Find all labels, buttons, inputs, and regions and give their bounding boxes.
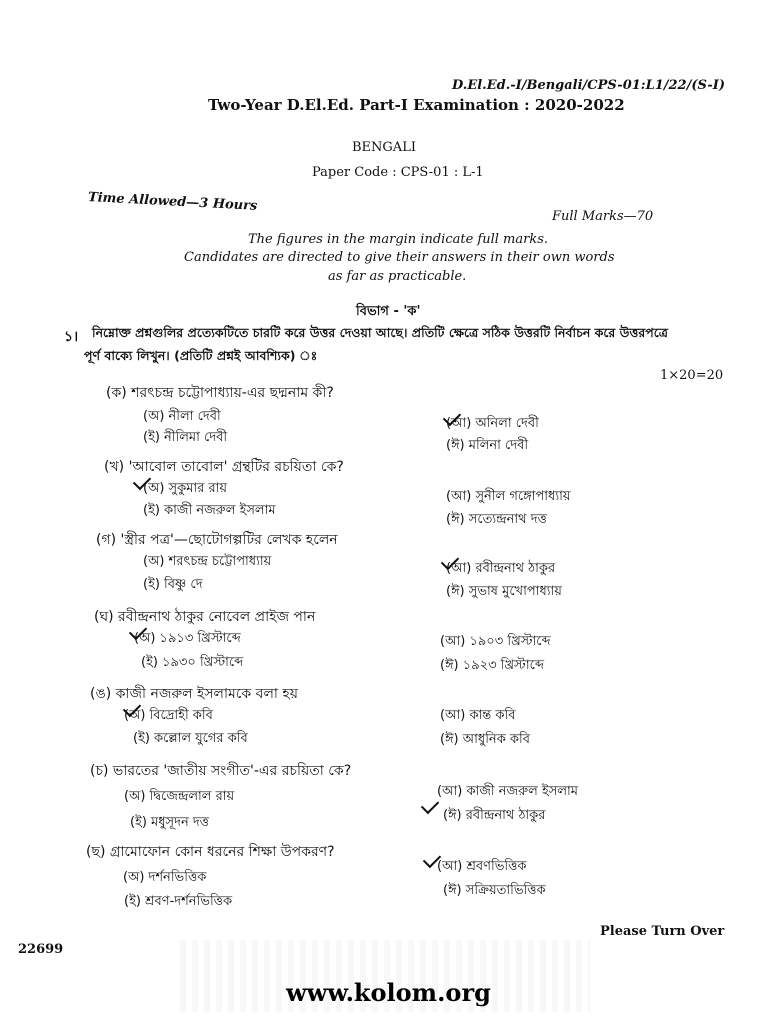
instruction-line-3: as far as practicable.: [328, 269, 467, 284]
paper-code: Paper Code : CPS-01 : L-1: [312, 165, 484, 180]
option-cha-c: (ই) মধুসূদন দত্ত: [130, 815, 209, 830]
option-ga-d: (ঈ) সুভাষ মুখোপাধ্যায়: [446, 584, 562, 599]
question-chha: (ছ) গ্রামোফোন কোন ধরনের শিক্ষা উপকরণ?: [86, 844, 335, 860]
question-ga: (গ) 'স্ত্রীর পত্র'—ছোটোগল্পটির লেখক হলেন: [96, 532, 338, 548]
instruction-line-2: Candidates are directed to give their answers in their own words: [184, 250, 615, 265]
option-gha-b: (আ) ১৯০৩ খ্রিস্টাব্দে: [440, 634, 551, 649]
option-umo-c: (ই) কল্লোল যুগের কবি: [133, 731, 248, 746]
option-ka-a: (অ) নীলা দেবী: [143, 409, 221, 424]
option-ka-d: (ঈ) মলিনা দেবী: [446, 438, 529, 453]
option-chha-a: (অ) দর্শনভিত্তিক: [123, 870, 207, 885]
option-cha-b: (আ) কাজী নজরুল ইসলাম: [437, 784, 578, 799]
option-chha-d: (ঈ) সক্রিয়তাভিত্তিক: [443, 883, 546, 898]
question-ka: (ক) শরৎচন্দ্র চট্টোপাধ্যায়-এর ছদ্মনাম কী?: [106, 385, 334, 401]
time-allowed: Time Allowed—3 Hours: [87, 190, 258, 214]
full-marks: Full Marks—70: [552, 209, 654, 224]
option-kha-b: (আ) সুনীল গঙ্গোপাধ্যায়: [446, 489, 571, 504]
option-ga-b: (আ) রবীন্দ্রনাথ ঠাকুর: [446, 561, 556, 576]
option-umo-b: (আ) কান্ত কবি: [440, 708, 516, 723]
option-chha-b: (আ) শ্রবণভিত্তিক: [437, 859, 527, 874]
subject-title: BENGALI: [352, 140, 416, 155]
question-umo: (ঙ) কাজী নজরুল ইসলামকে বলা হয়: [90, 686, 298, 702]
exam-title: Two-Year D.El.Ed. Part-I Examination : 2020-2022: [208, 96, 625, 114]
option-cha-a: (অ) দ্বিজেন্দ্রলাল রায়: [124, 789, 235, 804]
q1-number: ১।: [64, 329, 79, 345]
question-kha: (খ) 'আবোল তাবোল' গ্রন্থটির রচয়িতা কে?: [104, 459, 344, 475]
option-ka-c: (ই) নীলিমা দেবী: [143, 430, 228, 445]
option-umo-a: (অ) বিদ্রোহী কবি: [124, 708, 213, 723]
page-id: 22699: [18, 942, 64, 957]
option-ga-c: (ই) বিষ্ণু দে: [143, 577, 203, 592]
q1-instruction-line-1: নিম্নোক্ত প্রশ্নগুলির প্রত্যেকটিতে চারটি করে উত্তর দেওয়া আছে। প্রতিটি ক্ষেত্রে সঠিক উত্তরটি নির্বাচন করে উত্তরপত্রে: [92, 325, 668, 340]
instruction-line-1: The figures in the margin indicate full marks.: [248, 232, 549, 247]
please-turn-over: Please Turn Over: [600, 924, 725, 939]
option-ka-b: (আ) অনিলা দেবী: [446, 416, 539, 431]
website-watermark: www.kolom.org: [286, 978, 491, 1007]
option-umo-d: (ঈ) আধুনিক কবি: [440, 732, 530, 747]
option-chha-c: (ই) শ্রবণ-দর্শনভিত্তিক: [124, 894, 233, 909]
question-gha: (ঘ) রবীন্দ্রনাথ ঠাকুর নোবেল প্রাইজ পান: [94, 609, 316, 625]
option-kha-d: (ঈ) সত্যেন্দ্রনাথ দত্ত: [446, 512, 547, 527]
q1-marks: 1×20=20: [660, 368, 724, 383]
option-cha-d: (ঈ) রবীন্দ্রনাথ ঠাকুর: [443, 808, 546, 823]
question-cha: (চ) ভারতের 'জাতীয় সংগীত'-এর রচয়িতা কে?: [90, 763, 352, 779]
option-kha-a: (অ) সুকুমার রায়: [143, 481, 228, 496]
option-ga-a: (অ) শরৎচন্দ্র চট্টোপাধ্যায়: [143, 554, 272, 569]
option-gha-c: (ই) ১৯৩০ খ্রিস্টাব্দে: [141, 655, 244, 670]
section-title: বিভাগ - 'ক': [356, 304, 421, 319]
paper-code-header: D.El.Ed.-I/Bengali/CPS-01:L1/22/(S-I): [452, 78, 725, 93]
q1-instruction-line-2: পূর্ণ বাক্যে লিখুন। (প্রতিটি প্রশ্নই আবশ্যিক) ঃ: [84, 348, 318, 363]
option-gha-a: (অ) ১৯১৩ খ্রিস্টাব্দে: [134, 631, 241, 646]
option-gha-d: (ঈ) ১৯২৩ খ্রিস্টাব্দে: [440, 658, 544, 673]
option-kha-c: (ই) কাজী নজরুল ইসলাম: [143, 503, 276, 518]
